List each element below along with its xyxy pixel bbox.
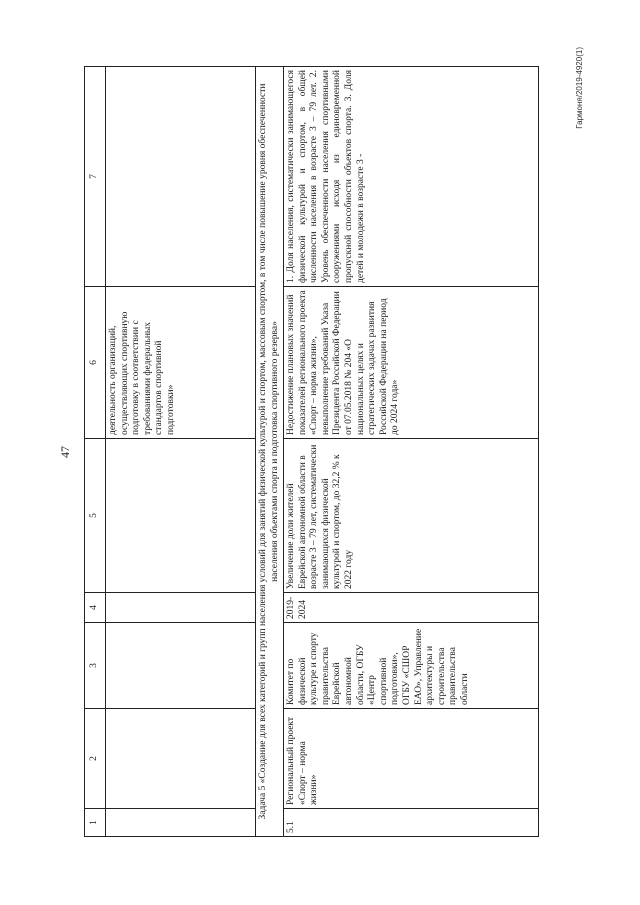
project-period: 2019-2024	[284, 593, 539, 623]
table-cell	[106, 623, 256, 709]
project-result: Увеличение доли жителей Еврейской автономной области в возрасте 3 – 79 лет, систематически занимающихся физической культурой и спортом, до 32,2 % к 2022 году	[284, 439, 539, 593]
project-consequences: Недостижение плановых значений показателей регионального проекта «Спорт – норма жизни», невыполнение требований Указа Президента Российской Федерации от 07.05.2018 № 204 «О национальных целях и стратегических задачах развития Российской Федерации на период до 2024 года»	[284, 287, 539, 439]
continued-row	[106, 67, 256, 837]
continued-consequences-cell: деятельность организаций, осуществляющих спортивную подготовку в соответствии с требованиями федеральных стандартов спортивной подготовки»	[106, 287, 256, 439]
page-number: 47	[58, 446, 72, 458]
table-cell	[106, 439, 256, 593]
column-header: 2	[85, 709, 106, 809]
column-header: 3	[85, 623, 106, 709]
table-cell	[106, 809, 256, 837]
project-executors: Комитет по физической культуре и спорту правительства Еврейской автономной области, ОГБУ «Центр спортивной подготовки», ОГБУ «СШОР ЕАО», Управление архитектуры и строительства правительства области	[284, 623, 539, 709]
activities-table	[84, 66, 539, 837]
task-heading: Задача 5 «Создание для всех категорий и групп населения условий для занятий физической культурой и спортом, массовым спортом, в том числе повышение уровня обеспеченности населения объектами спорта и подготовка спортивного резерва»	[256, 67, 284, 837]
footer-code: Гармоня/2019-4920(1)	[575, 47, 584, 129]
column-number-row	[85, 67, 106, 837]
project-row	[284, 67, 539, 837]
table-cell	[106, 709, 256, 809]
task-heading-row	[256, 67, 284, 837]
column-header: 7	[85, 67, 106, 287]
project-indicators: 1. Доля населения, систематически занимающегося физической культурой и спортом, в общей численности населения в возрасте 3 – 79 лет. 2. Уровень обеспеченности населения спортивными сооружениями исходя из единовременной пропускной способности объектов спорта. 3. Доля детей и молодежи в возрасте 3 -	[284, 67, 539, 287]
column-header: 5	[85, 439, 106, 593]
table-cell	[106, 593, 256, 623]
project-number: 5.1	[284, 809, 539, 837]
column-header: 4	[85, 593, 106, 623]
rotated-page	[50, 47, 590, 847]
column-header: 1	[85, 809, 106, 837]
continued-indicators-cell	[106, 67, 256, 287]
project-name: Региональный проект «Спорт – норма жизни»	[284, 709, 539, 809]
column-header: 6	[85, 287, 106, 439]
